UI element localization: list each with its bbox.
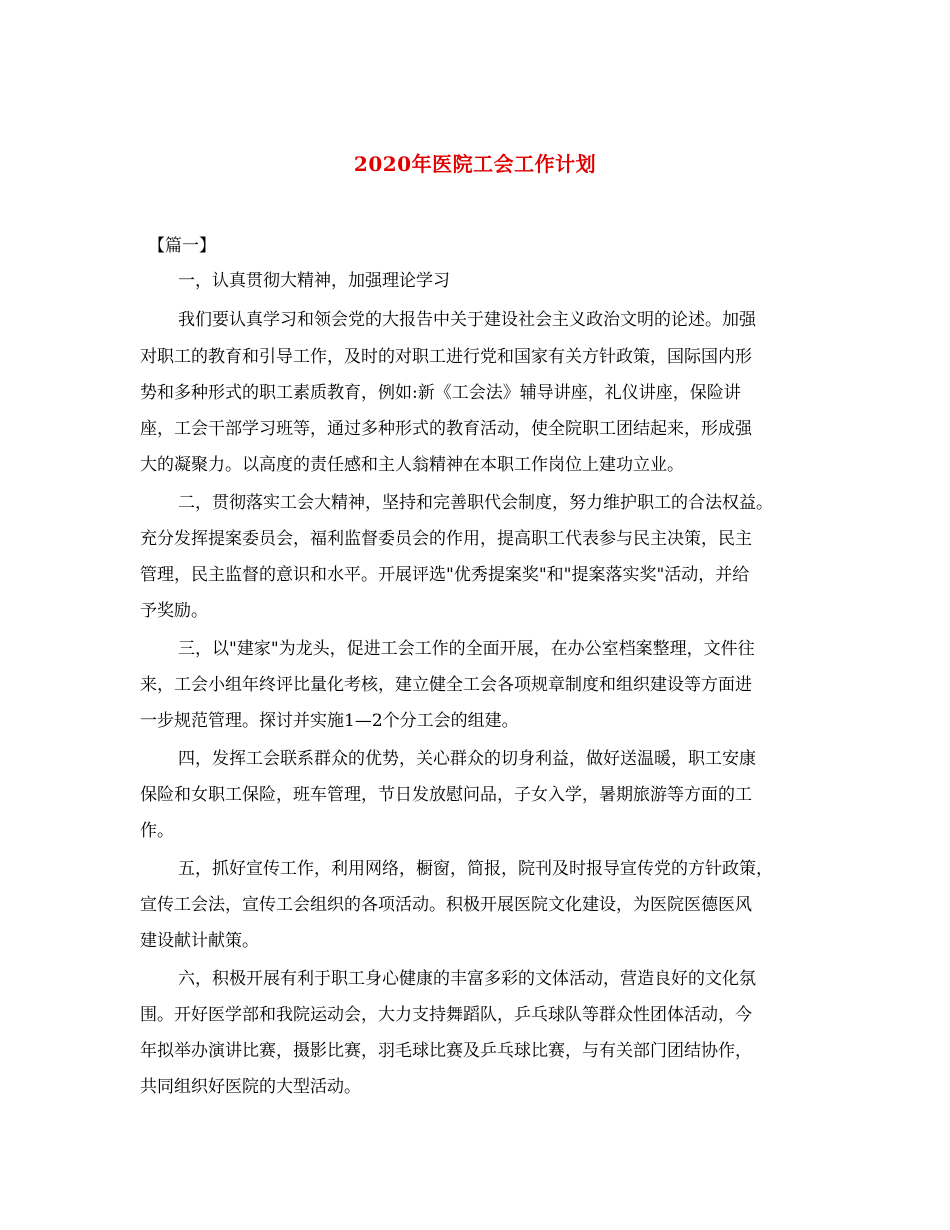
para-1-line: 大的凝聚力。以高度的责任感和主人翁精神在本职工作岗位上建功立业。 [140, 455, 684, 475]
para-6-line: 六，积极开展有利于职工身心健康的丰富多彩的文体活动，营造良好的文化氛 [178, 969, 756, 989]
para-2-line: 充分发挥提案委员会，福利监督委员会的作用，提高职工代表参与民主决策，民主 [140, 529, 752, 549]
para-6-line: 年拟举办演讲比赛，摄影比赛，羽毛球比赛及乒乓球比赛，与有关部门团结协作， [140, 1041, 752, 1061]
section-label: 【篇一】 [148, 236, 216, 256]
para-4-line: 保险和女职工保险，班车管理，节日发放慰问品，子女入学，暑期旅游等方面的工 [140, 785, 752, 805]
para-1-line: 我们要认真学习和领会党的大报告中关于建设社会主义政治文明的论述。加强 [178, 310, 756, 330]
para-5-line: 宣传工会法，宣传工会组织的各项活动。积极开展医院文化建设，为医院医德医风 [140, 895, 752, 915]
para-3-line: 三，以"建家"为龙头，促进工会工作的全面开展，在办公室档案整理，文件往 [178, 639, 755, 659]
para-4-line: 作。 [140, 821, 174, 841]
document-title: 2020年医院工会工作计划 [353, 152, 597, 176]
para-5-line: 五，抓好宣传工作，利用网络，橱窗，简报，院刊及时报导宣传党的方针政策， [178, 859, 773, 879]
para-3-line: 一步规范管理。探讨并实施1—2个分工会的组建。 [140, 711, 519, 731]
para-3-line: 来，工会小组年终评比量化考核，建立健全工会各项规章制度和组织建设等方面进 [140, 675, 752, 695]
para-1-line: 势和多种形式的职工素质教育，例如:新《工会法》辅导讲座，礼仪讲座，保险讲 [140, 383, 741, 403]
para-5-line: 建设献计献策。 [140, 931, 259, 951]
para-2-line: 二，贯彻落实工会大精神，坚持和完善职代会制度，努力维护职工的合法权益。 [178, 493, 773, 513]
para-6-line: 围。开好医学部和我院运动会，大力支持舞蹈队，乒乓球队等群众性团体活动，今 [140, 1005, 752, 1025]
para-4-line: 四，发挥工会联系群众的优势，关心群众的切身利益，做好送温暖，职工安康 [178, 749, 756, 769]
para-2-line: 予奖励。 [140, 601, 208, 621]
para-2-line: 管理，民主监督的意识和水平。开展评选"优秀提案奖"和"提案落实奖"活动，并给 [140, 565, 750, 585]
para-1-line: 对职工的教育和引导工作，及时的对职工进行党和国家有关方针政策，国际国内形 [140, 347, 752, 367]
heading-1: 一，认真贯彻大精神，加强理论学习 [178, 271, 450, 291]
para-1-line: 座，工会干部学习班等，通过多种形式的教育活动，使全院职工团结起来，形成强 [140, 419, 752, 439]
para-6-line: 共同组织好医院的大型活动。 [140, 1077, 361, 1097]
